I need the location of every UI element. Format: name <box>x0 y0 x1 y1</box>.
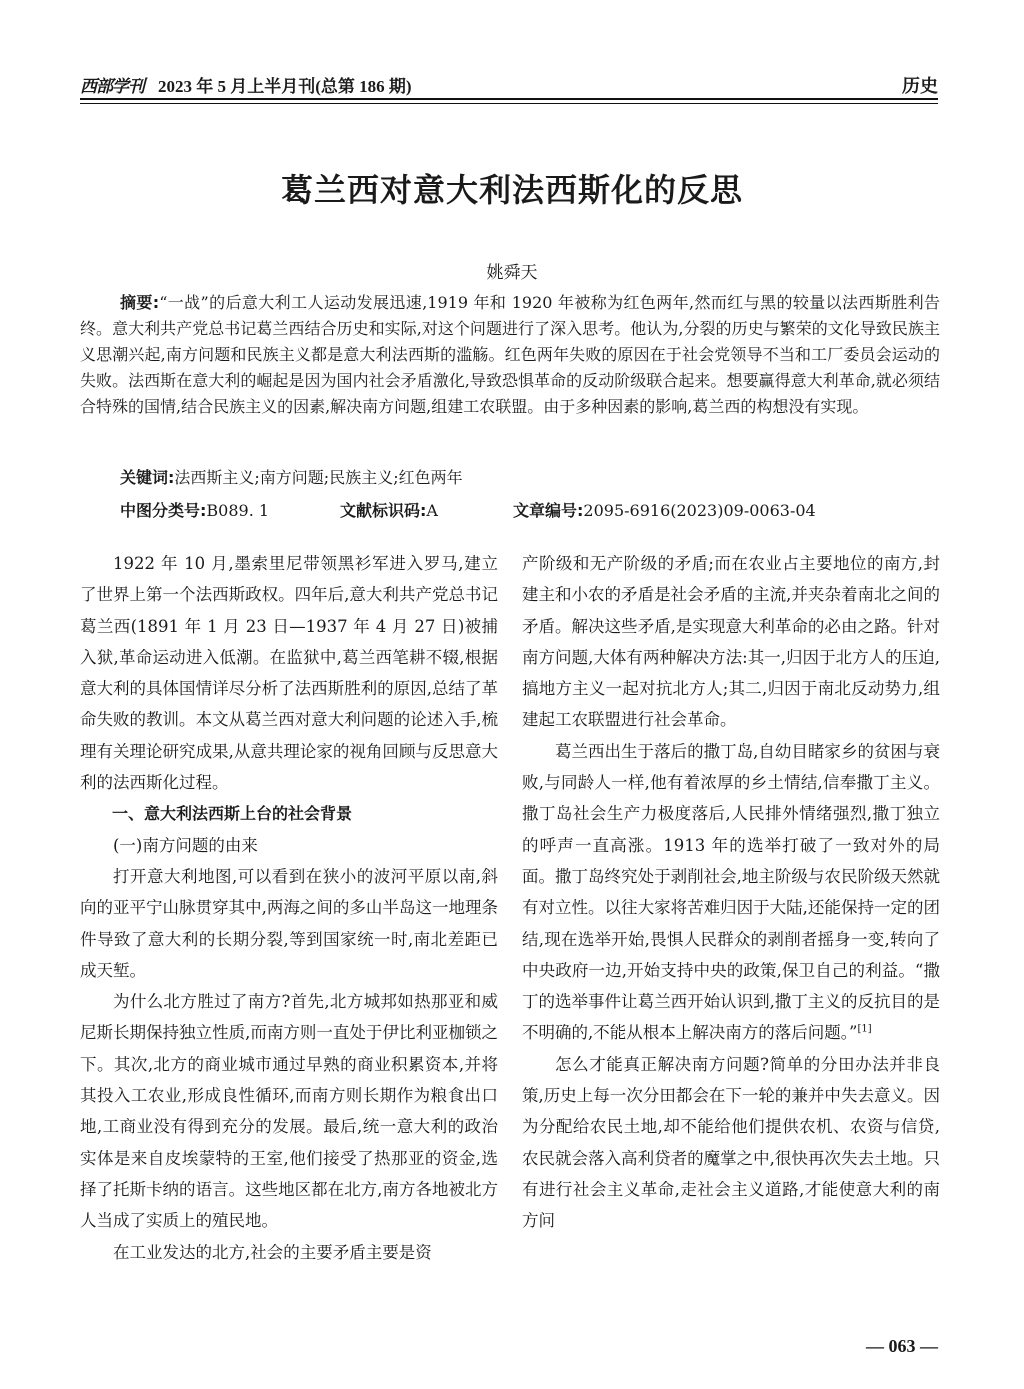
author: 姚舜天 <box>486 263 538 283</box>
doc-label: 文献标识码: <box>340 501 427 520</box>
abstract <box>80 290 940 420</box>
body-column-left <box>80 548 498 1268</box>
article-number <box>513 498 816 521</box>
citation-ref[interactable]: [1] <box>857 1023 872 1035</box>
running-head <box>80 72 938 96</box>
paragraph: 打开意大利地图,可以看到在狭小的波河平原以南,斜向的亚平宁山脉贯穿其中,两海之间的多山半岛这一地理条件导致了意大利的长期分裂,等到国家统一时,南北差距已成天堑。 <box>80 866 498 980</box>
clc-value: B089. 1 <box>206 501 270 520</box>
section-name: 历史 <box>902 76 938 96</box>
clc-number <box>120 498 269 521</box>
paragraph: 产阶级和无产阶级的矛盾;而在农业占主要地位的南方,封建主和小农的矛盾是社会矛盾的主流,并夹杂着南北之间的矛盾。解决这些矛盾,是实现意大利革命的必由之路。针对南方问题,大体有两种解决方法:其一,归因于北方人的压迫,搞地方主义一起对抗北方人;其二,归因于南北反动势力,组建起工农联盟进行社会革命。 <box>522 554 940 730</box>
document-code <box>340 498 438 521</box>
clc-label: 中图分类号: <box>120 501 207 520</box>
doc-value: A <box>426 501 438 520</box>
paragraph-text: 葛兰西出生于落后的撒丁岛,自幼目睹家乡的贫困与衰败,与同龄人一样,他有着浓厚的乡土情结,信奉撒丁主义。撒丁岛社会生产力极度落后,人民排外情绪强烈,撒丁独立的呼声一直高涨。1913 年的选举打破了一致对外的局面。撒丁岛终究处于剥削社会,地主阶级与农民阶级天然就有对立性。以往大家将苦难归因于大陆,还能保持一定的团结,现在选举开始,畏惧人民群众的剥削者摇身一变,转向了中央政府一边,开始支持中央的政策,保卫自己的利益。“撒丁的选举事件让葛兰西开始认识到,撒丁主义的反抗目的是不明确的,不能从根本上解决南方的落后问题。” <box>522 741 940 1043</box>
paragraph: 为什么北方胜过了南方?首先,北方城邦如热那亚和威尼斯长期保持独立性质,而南方则一直处于伊比利亚枷锁之下。其次,北方的商业城市通过早熟的商业积累资本,并将其投入工农业,形成良性循环,而南方则长期作为粮食出口地,工商业没有得到充分的发展。最后,统一意大利的政治实体是来自皮埃蒙特的王室,他们接受了热那亚的资金,选择了托斯卡纳的语言。这些地区都在北方,南方各地被北方人当成了实质上的殖民地。 <box>80 992 498 1231</box>
body-column-right <box>522 548 940 1237</box>
abstract-label: 摘要: <box>120 293 160 312</box>
issue-info: 2023 年 5 月上半月刊(总第 186 期) <box>158 77 412 96</box>
keywords-text: 法西斯主义;南方问题;民族主义;红色两年 <box>174 468 463 487</box>
section-heading: 一、意大利法西斯上台的社会背景 <box>112 804 353 824</box>
journal-logo: 西部学刊 <box>80 77 144 96</box>
paragraph <box>522 736 940 1049</box>
header-rule <box>80 98 938 100</box>
article-number-label: 文章编号: <box>513 501 584 520</box>
article-number-value: 2095-6916(2023)09-0063-04 <box>583 501 816 520</box>
paragraph: 在工业发达的北方,社会的主要矛盾主要是资 <box>113 1242 432 1262</box>
paragraph: 怎么才能真正解决南方问题?简单的分田办法并非良策,历史上每一次分田都会在下一轮的兼并中失去意义。因为分配给农民土地,却不能给他们提供农机、农资与信贷,农民就会落入高利贷者的魔掌之中,很快再次失去土地。只有进行社会主义革命,走社会主义道路,才能使意大利的南方问 <box>522 1054 940 1231</box>
paragraph: 1922 年 10 月,墨索里尼带领黑衫军进入罗马,建立了世界上第一个法西斯政权。四年后,意大利共产党总书记葛兰西(1891 年 1 月 23 日—1937 年 4 月 27 日)被捕入狱,革命运动进入低潮。在监狱中,葛兰西笔耕不辍,根据意大利的具体国情详尽分析了法西斯胜利的原因,总结了革命失败的教训。本文从葛兰西对意大利问题的论述入手,梳理有关理论研究成果,从意共理论家的视角回顾与反思意大利的法西斯化过程。 <box>80 554 498 793</box>
subsection-heading: (一)南方问题的由来 <box>113 835 258 855</box>
abstract-text: “一战”的后意大利工人运动发展迅速,1919 年和 1920 年被称为红色两年,然而红与黑的较量以法西斯胜利告终。意大利共产党总书记葛兰西结合历史和实际,对这个问题进行了深入思考。他认为,分裂的历史与繁荣的文化导致民族主义思潮兴起,南方问题和民族主义都是意大利法西斯的滥觞。红色两年失败的原因在于社会党领导不当和工厂委员会运动的失败。法西斯在意大利的崛起是因为国内社会矛盾激化,导致恐惧革命的反动阶级联合起来。想要赢得意大利革命,就必须结合特殊的国情,结合民族主义的因素,解决南方问题,组建工农联盟。由于多种因素的影响,葛兰西的构想没有实现。 <box>80 293 940 416</box>
keywords-label: 关键词: <box>120 468 175 487</box>
header-rule-thin <box>80 103 938 104</box>
page-number: — 063 — <box>866 1336 938 1356</box>
article-title: 葛兰西对意大利法西斯化的反思 <box>280 171 743 209</box>
keywords <box>120 465 463 488</box>
